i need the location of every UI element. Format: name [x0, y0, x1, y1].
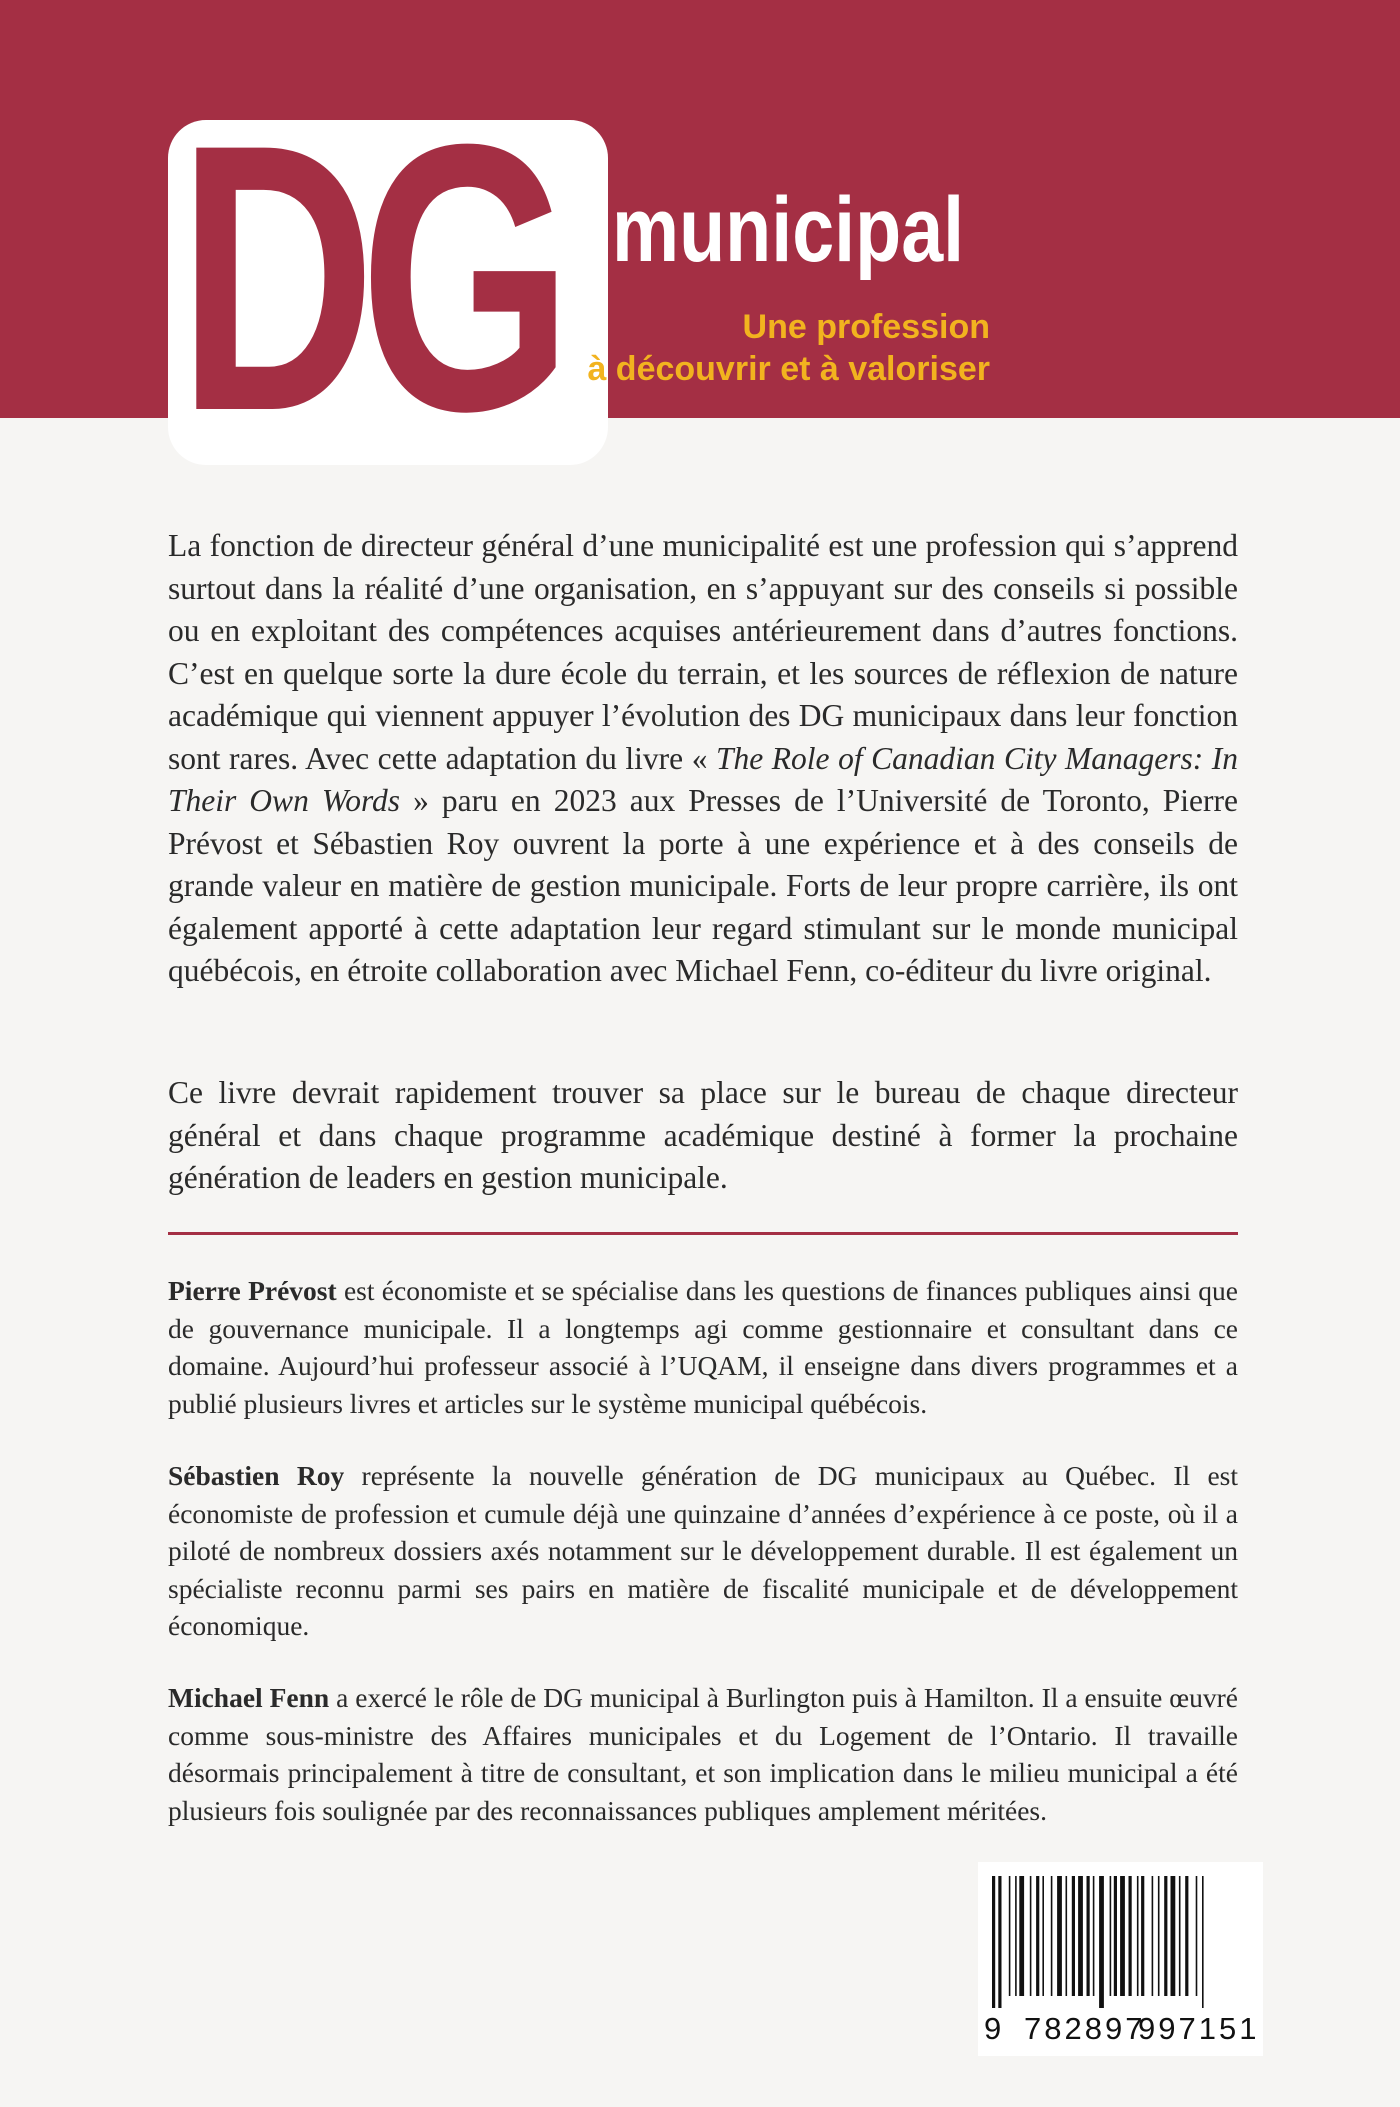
- author-name-2: Sébastien Roy: [168, 1460, 345, 1491]
- author-name-3: Michael Fenn: [168, 1682, 330, 1713]
- section-divider: [168, 1232, 1238, 1235]
- subtitle-line-2: à découvrir et à valoriser: [587, 350, 990, 388]
- title-word: municipal: [612, 179, 965, 281]
- original-book-title: The Role of Canadian City Managers: In Their Own Words: [168, 740, 1239, 818]
- description-text-end: » paru en 2023 aux Presses de l’Université de Toronto, Pierre Prévost et Sébastien Roy ouvrent la porte à une expérience et à des conseils de grande valeur en matière de gestion municipale. Forts de leur propre carrière, ils ont également apporté à cette adaptation leur regard stimulant sur le monde municipal québécois, en étroite collaboration avec Michael Fenn, co-éditeur du livre original.: [168, 783, 1238, 988]
- author-name-1: Pierre Prévost: [168, 1275, 337, 1306]
- barcode: [978, 1862, 1263, 2056]
- barcode-bars: [982, 1876, 1256, 2008]
- author-bio-text-3: a exercé le rôle de DG municipal à Burlington puis à Hamilton. Il a ensuite œuvré comme sous-ministre des Affaires municipales et du Logement de l’Ontario. Il travaille désormais principalement à titre de consultant, et son implication dans le milieu municipal a été plusieurs fois soulignée par des reconnaissances publiques amplement méritées.: [168, 1682, 1238, 1826]
- author-bio-2: [168, 1457, 1238, 1645]
- subtitle-line-1: Une profession: [742, 308, 990, 346]
- author-bio-text-2: représente la nouvelle génération de DG municipaux au Québec. Il est économiste de profession et cumule déjà une quinzaine d’années d’expérience à ce poste, où il a piloté de nombreux dossiers axés notamment sur le développement durable. Il est également un spécialiste reconnu parmi ses pairs en matière de fiscalité municipale et de développement économique.: [168, 1460, 1238, 1641]
- author-bio-text-1: est économiste et se spécialise dans les questions de finances publiques ainsi que de gouvernance municipale. Il a longtemps agi comme gestionnaire et consultant dans ce domaine. Aujourd’hui professeur associé à l’UQAM, il enseigne dans divers programmes et a publié plusieurs livres et articles sur le système municipal québécois.: [168, 1275, 1238, 1419]
- description-text-start: La fonction de directeur général d’une municipalité est une profession qui s’apprend surtout dans la réalité d’une organisation, en s’appuyant sur des conseils si possible ou en exploitant des compétences acquises antérieurement dans d’autres fonctions. C’est en quelque sorte la dure école du terrain, et les sources de réflexion de nature académique qui viennent appuyer l’évolution des DG municipaux dans leur fonction sont rares. Avec cette adaptation du livre «: [168, 528, 1238, 776]
- barcode-digit-first: 9: [984, 2011, 1002, 2046]
- dg-logo-letters: DG: [178, 65, 557, 490]
- description-paragraph-2: Ce livre devrait rapidement trouver sa place sur le bureau de chaque directeur général et dans chaque programme académique destiné à former la prochaine génération de leaders en gestion municipale.: [168, 1075, 1238, 1195]
- barcode-digits-left: 782897: [1024, 2011, 1146, 2046]
- description-paragraph-1: [168, 525, 1238, 993]
- author-bio-1: [168, 1272, 1238, 1422]
- subtitle: [587, 306, 990, 390]
- author-bio-3: [168, 1679, 1238, 1829]
- barcode-digits-right: 997151: [1138, 2011, 1260, 2046]
